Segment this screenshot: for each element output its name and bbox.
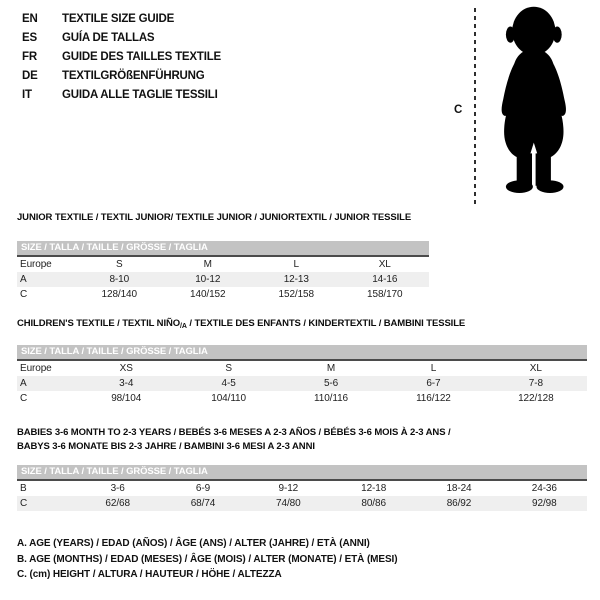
language-row (22, 86, 221, 105)
value-cell: 7-8 (528, 378, 543, 389)
value-cell: 4-5 (221, 378, 236, 389)
table-title-babies-line2: BABYS 3-6 MONATE BIS 2-3 JAHRE / BAMBINI 3-6 MESI A 2-3 ANNI (17, 441, 315, 452)
size-table-junior (17, 241, 429, 302)
table-title-babies (17, 426, 451, 454)
row-label-cell: C (20, 393, 28, 404)
size-header-bar: SIZE / TALLA / TAILLE / GRÖSSE / TAGLIA (17, 241, 429, 257)
table-title-children-post: / TEXTILE DES ENFANTS / KINDERTEXTIL / BAMBINI TESSILE (186, 318, 466, 329)
table-row (17, 287, 429, 302)
language-label: TEXTILE SIZE GUIDE (62, 13, 175, 25)
size-header-bar: SIZE / TALLA / TAILLE / GRÖSSE / TAGLIA (17, 465, 587, 481)
table-rows (17, 481, 587, 511)
size-table-babies (17, 465, 587, 511)
language-row (22, 29, 221, 48)
value-cell: 68/74 (190, 498, 216, 509)
language-code: DE (22, 70, 38, 82)
row-label-cell: A (20, 378, 27, 389)
language-row (22, 67, 221, 86)
language-label: GUÍA DE TALLAS (62, 32, 155, 44)
row-label-cell: B (20, 483, 27, 494)
language-row (22, 10, 221, 29)
value-cell: 80/86 (361, 498, 386, 509)
value-cell: 6-7 (426, 378, 441, 389)
language-code: EN (22, 13, 38, 25)
baby-silhouette-icon (486, 4, 578, 211)
footnote-line-c: C. (cm) HEIGHT / ALTURA / HAUTEUR / HÖHE / ALTEZZA (17, 569, 282, 580)
value-cell: 24-36 (531, 483, 557, 494)
value-cell: 104/110 (211, 393, 246, 404)
language-label: GUIDA ALLE TAGLIE TESSILI (62, 89, 218, 101)
table-row (17, 257, 429, 272)
table-row (17, 391, 587, 406)
value-cell: 10-12 (195, 274, 221, 285)
footnote-line-a: A. AGE (YEARS) / EDAD (AÑOS) / ÂGE (ANS) / ALTER (JAHRE) / ETÀ (ANNI) (17, 538, 370, 549)
row-label-cell: Europe (20, 259, 52, 270)
value-cell: 122/128 (518, 393, 554, 404)
language-row (22, 48, 221, 67)
language-code: FR (22, 51, 37, 63)
value-cell: 3-4 (119, 378, 134, 389)
value-cell: S (225, 363, 232, 374)
table-title-babies-line1: BABIES 3-6 MONTH TO 2-3 YEARS / BEBÉS 3-6 MESES A 2-3 AÑOS / BÉBÉS 3-6 MOIS À 2-3 ANS / (17, 427, 451, 438)
value-cell: 152/158 (278, 289, 314, 300)
row-label-cell: A (20, 274, 27, 285)
value-cell: 116/122 (416, 393, 451, 404)
value-cell: 128/140 (101, 289, 137, 300)
value-cell: 18-24 (446, 483, 472, 494)
value-cell: 86/92 (446, 498, 472, 509)
value-cell: 92/98 (532, 498, 557, 509)
table-title-children-sub: /A (180, 323, 187, 330)
value-cell: 3-6 (110, 483, 125, 494)
value-cell: 12-13 (283, 274, 309, 285)
table-rows (17, 257, 429, 302)
value-cell: XL (529, 363, 542, 374)
value-cell: 158/170 (367, 289, 403, 300)
language-label: GUIDE DES TAILLES TEXTILE (62, 51, 221, 63)
table-row (17, 496, 587, 511)
row-label-cell: C (20, 289, 28, 300)
value-cell: 8-10 (109, 274, 130, 285)
row-label-cell: Europe (20, 363, 52, 374)
value-cell: 98/104 (111, 393, 142, 404)
value-cell: 14-16 (372, 274, 398, 285)
value-cell: S (115, 259, 123, 270)
table-title-children-pre: CHILDREN'S TEXTILE / TEXTIL NIÑO (17, 318, 181, 329)
value-cell: 12-18 (361, 483, 387, 494)
measure-label-c: C (454, 104, 463, 116)
value-cell: 9-12 (278, 483, 299, 494)
language-code: IT (22, 89, 32, 101)
language-code: ES (22, 32, 37, 44)
value-cell: 110/116 (314, 393, 348, 404)
footnotes (17, 536, 397, 583)
value-cell: 6-9 (195, 483, 211, 494)
value-cell: L (430, 363, 437, 374)
value-cell: 5-6 (323, 378, 339, 389)
value-cell: M (326, 363, 336, 374)
language-list (22, 10, 221, 105)
size-header-bar: SIZE / TALLA / TAILLE / GRÖSSE / TAGLIA (17, 345, 587, 361)
table-title-junior: JUNIOR TEXTILE / TEXTIL JUNIOR/ TEXTILE JUNIOR / JUNIORTEXTIL / JUNIOR TESSILE (17, 212, 412, 223)
value-cell: XL (378, 259, 391, 270)
table-row (17, 361, 587, 376)
height-measure-line (474, 8, 476, 207)
value-cell: 74/80 (276, 498, 301, 509)
table-title-children (17, 317, 465, 334)
value-cell: L (293, 259, 299, 270)
row-label-cell: C (20, 498, 28, 509)
table-row (17, 272, 429, 287)
table-rows (17, 361, 587, 406)
value-cell: 62/68 (105, 498, 130, 509)
size-figure (440, 0, 600, 215)
value-cell: XS (119, 363, 133, 374)
language-label: TEXTILGRÖßENFÜHRUNG (62, 70, 205, 82)
value-cell: 140/152 (190, 289, 226, 300)
footnote-line-b: B. AGE (MONTHS) / EDAD (MESES) / ÂGE (MOIS) / ALTER (MONATE) / ETÀ (MESI) (17, 553, 398, 565)
value-cell: M (203, 259, 212, 270)
table-row (17, 481, 587, 496)
table-row (17, 376, 587, 391)
size-table-children (17, 345, 587, 406)
